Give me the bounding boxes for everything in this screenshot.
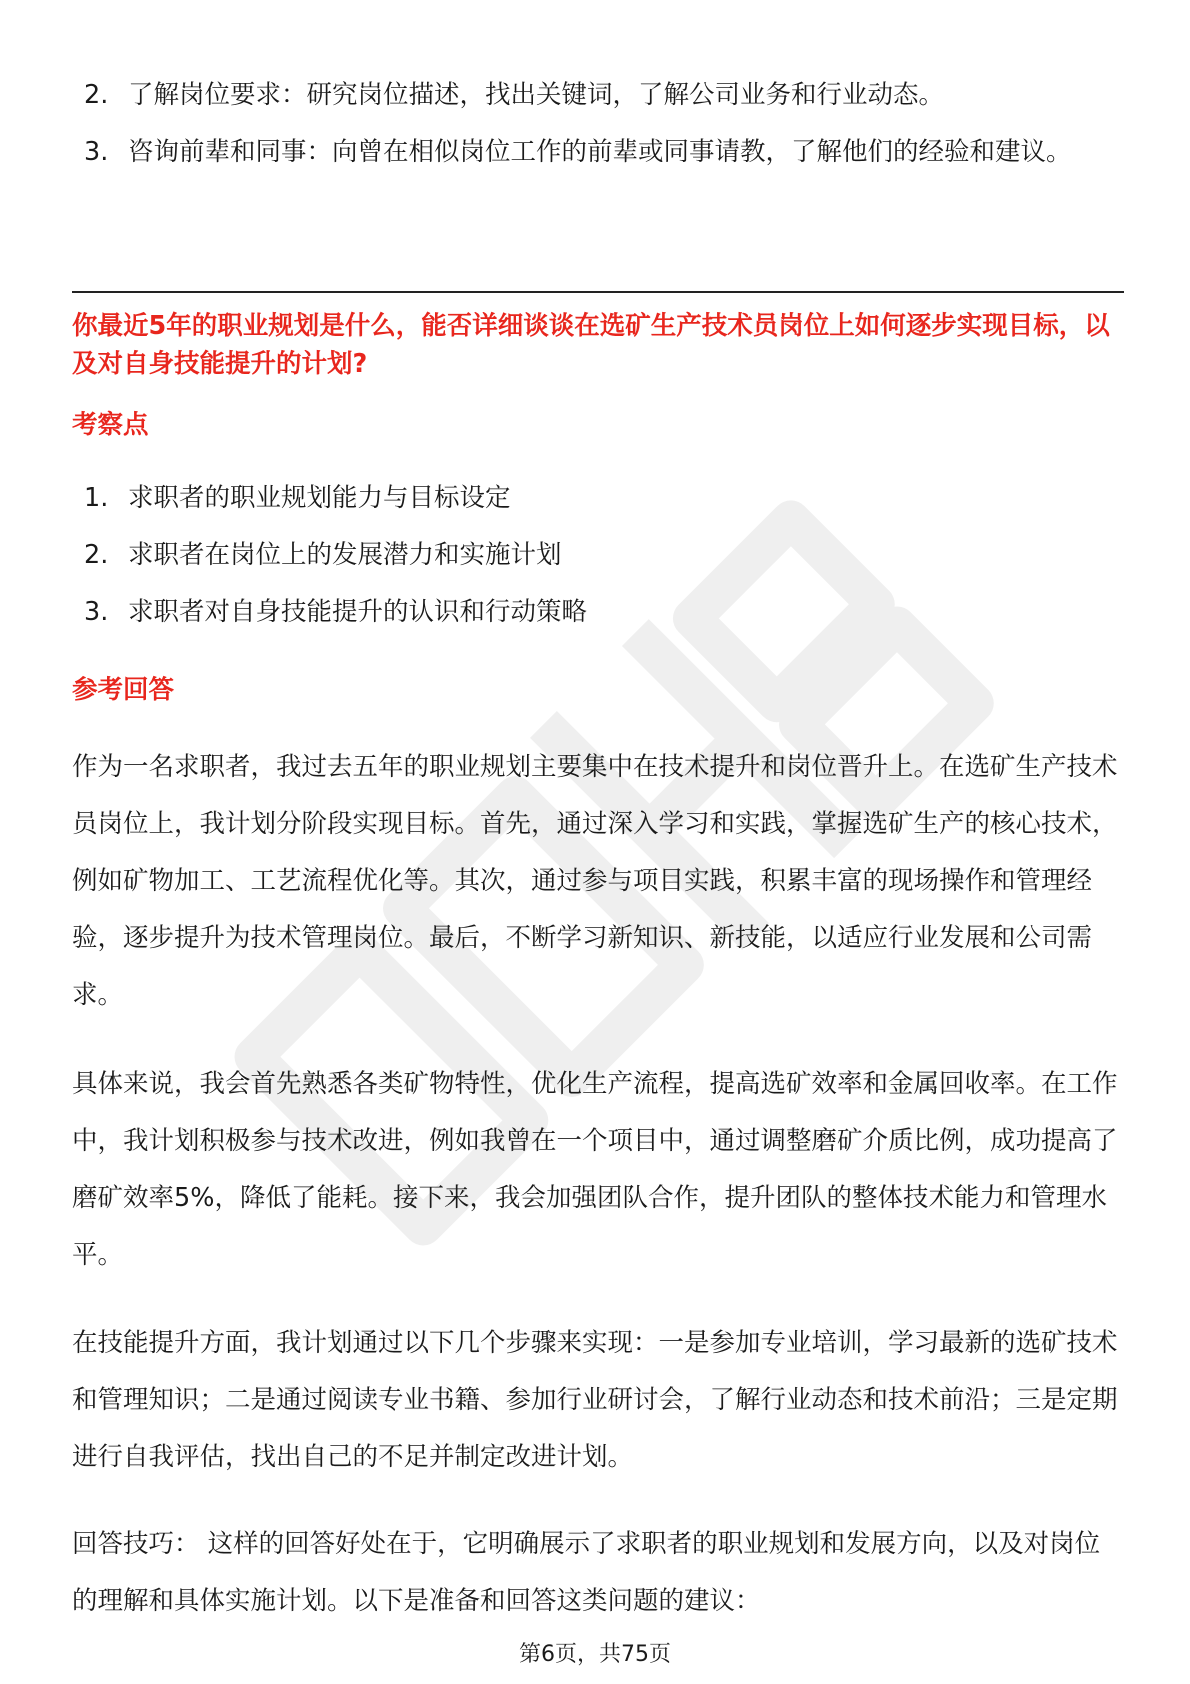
section-divider — [72, 291, 1124, 293]
list-item-number: 2. — [84, 80, 109, 110]
list-item — [84, 470, 1124, 527]
list-item-number: 3. — [84, 137, 109, 167]
cankao-heading: 参考回答 — [72, 675, 175, 705]
page-number: 第6页，共75页 — [519, 1642, 671, 1667]
list-item-text: 咨询前辈和同事：向曾在相似岗位工作的前辈或同事请教，了解他们的经验和建议。 — [128, 137, 1072, 167]
list-item-text: 求职者的职业规划能力与目标设定 — [128, 483, 511, 513]
kaochadian-heading: 考察点 — [72, 410, 149, 440]
kaochadian-list — [84, 470, 1124, 641]
answer-paragraph: 在技能提升方面，我计划通过以下几个步骤来实现：一是参加专业培训，学习最新的选矿技术和管理知识；二是通过阅读专业书籍、参加行业研讨会，了解行业动态和技术前沿；三是定期进行自我评估，找出自己的不足并制定改进计划。 — [72, 1328, 1118, 1472]
list-item — [84, 584, 1124, 641]
answer-paragraph: 具体来说，我会首先熟悉各类矿物特性，优化生产流程，提高选矿效率和金属回收率。在工作中，我计划积极参与技术改进，例如我曾在一个项目中，通过调整磨矿介质比例，成功提高了磨矿效率5%，降低了能耗。接下来，我会加强团队合作，提升团队的整体技术能力和管理水平。 — [72, 1069, 1118, 1270]
list-item — [84, 527, 1124, 584]
list-item-number: 2. — [84, 540, 109, 570]
list-item — [84, 67, 1124, 124]
top-list — [84, 67, 1124, 181]
list-item — [84, 124, 1124, 181]
answer-paragraph: 作为一名求职者，我过去五年的职业规划主要集中在技术提升和岗位晋升上。在选矿生产技术员岗位上，我计划分阶段实现目标。首先，通过深入学习和实践，掌握选矿生产的核心技术，例如矿物加工、工艺流程优化等。其次，通过参与项目实践，积累丰富的现场操作和管理经验，逐步提升为技术管理岗位。最后，不断学习新知识、新技能，以适应行业发展和公司需求。 — [72, 752, 1118, 1010]
list-item-number: 1. — [84, 483, 109, 513]
list-item-text: 了解岗位要求：研究岗位描述，找出关键词，了解公司业务和行业动态。 — [128, 80, 945, 110]
question-title: 你最近5年的职业规划是什么，能否详细谈谈在选矿生产技术员岗位上如何逐步实现目标，以及对自身技能提升的计划? — [72, 311, 1110, 379]
list-item-text: 求职者对自身技能提升的认识和行动策略 — [128, 597, 588, 627]
answer-tips-paragraph: 回答技巧： 这样的回答好处在于，它明确展示了求职者的职业规划和发展方向，以及对岗位的理解和具体实施计划。以下是准备和回答这类问题的建议： — [72, 1529, 1101, 1616]
list-item-text: 求职者在岗位上的发展潜力和实施计划 — [128, 540, 562, 570]
list-item-number: 3. — [84, 597, 109, 627]
